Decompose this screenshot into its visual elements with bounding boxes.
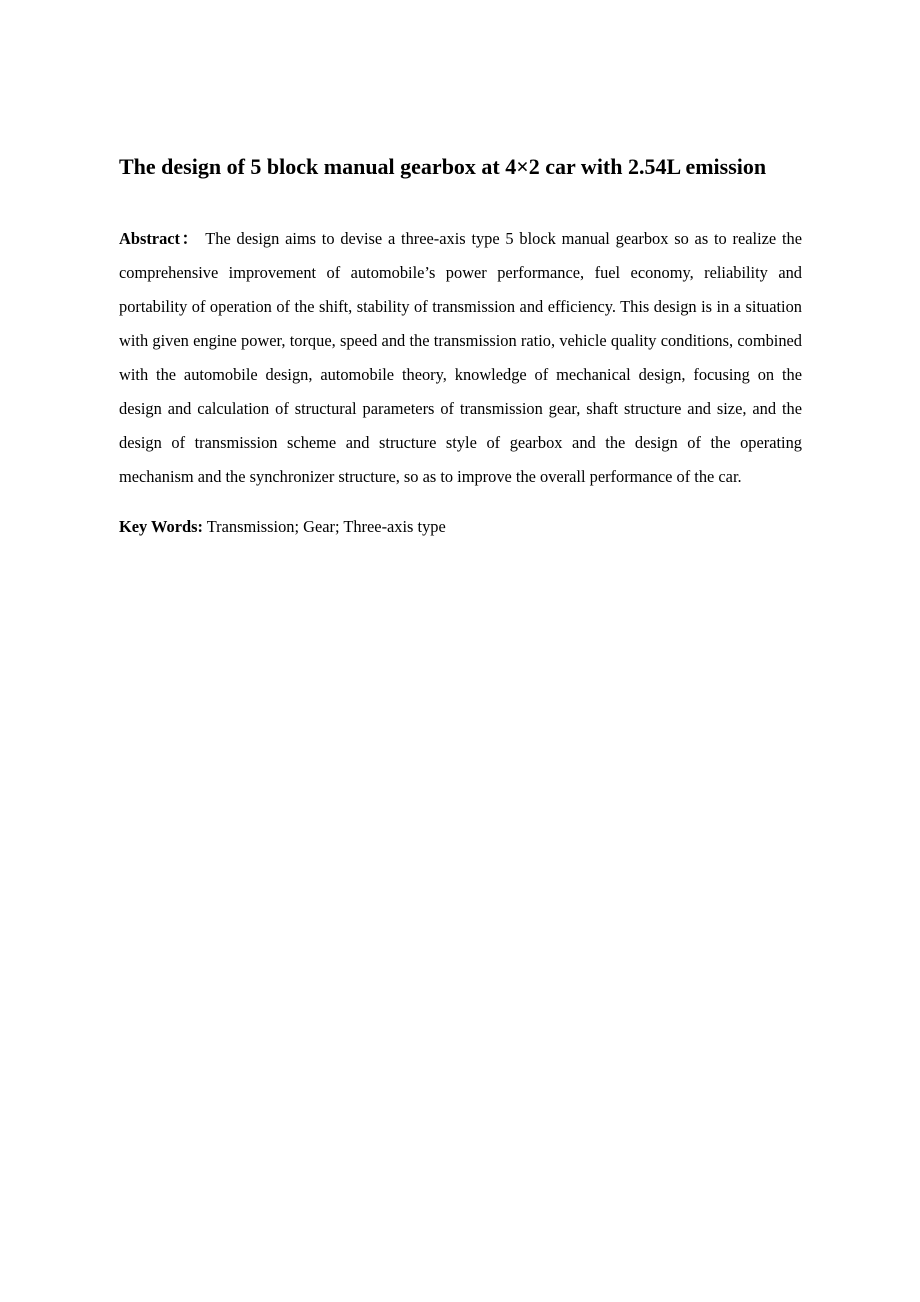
keywords-label: Key Words: xyxy=(119,517,203,536)
keywords-text: Transmission; Gear; Three-axis type xyxy=(206,517,446,536)
abstract-label: Abstract： xyxy=(119,229,200,248)
keywords-paragraph xyxy=(119,510,802,544)
abstract-text: The design aims to devise a three-axis type 5 block manual gearbox so as to realize the comprehensive improvement of automobile’s power performance, fuel economy, reliability and portability of operation of the shift, stability of transmission and efficiency. This design is in a situation with given engine power, torque, speed and the transmission ratio, vehicle quality conditions, combined with the automobile design, automobile theory, knowledge of mechanical design, focusing on the design and calculation of structural parameters of transmission gear, shaft structure and size, and the design of transmission scheme and structure style of gearbox and the design of the operating mechanism and the synchronizer structure, so as to improve the overall performance of the car. xyxy=(119,229,802,486)
document-title: The design of 5 block manual gearbox at 4×2 car with 2.54L emission xyxy=(119,154,767,179)
document-page xyxy=(119,150,802,544)
abstract-paragraph xyxy=(119,222,802,494)
